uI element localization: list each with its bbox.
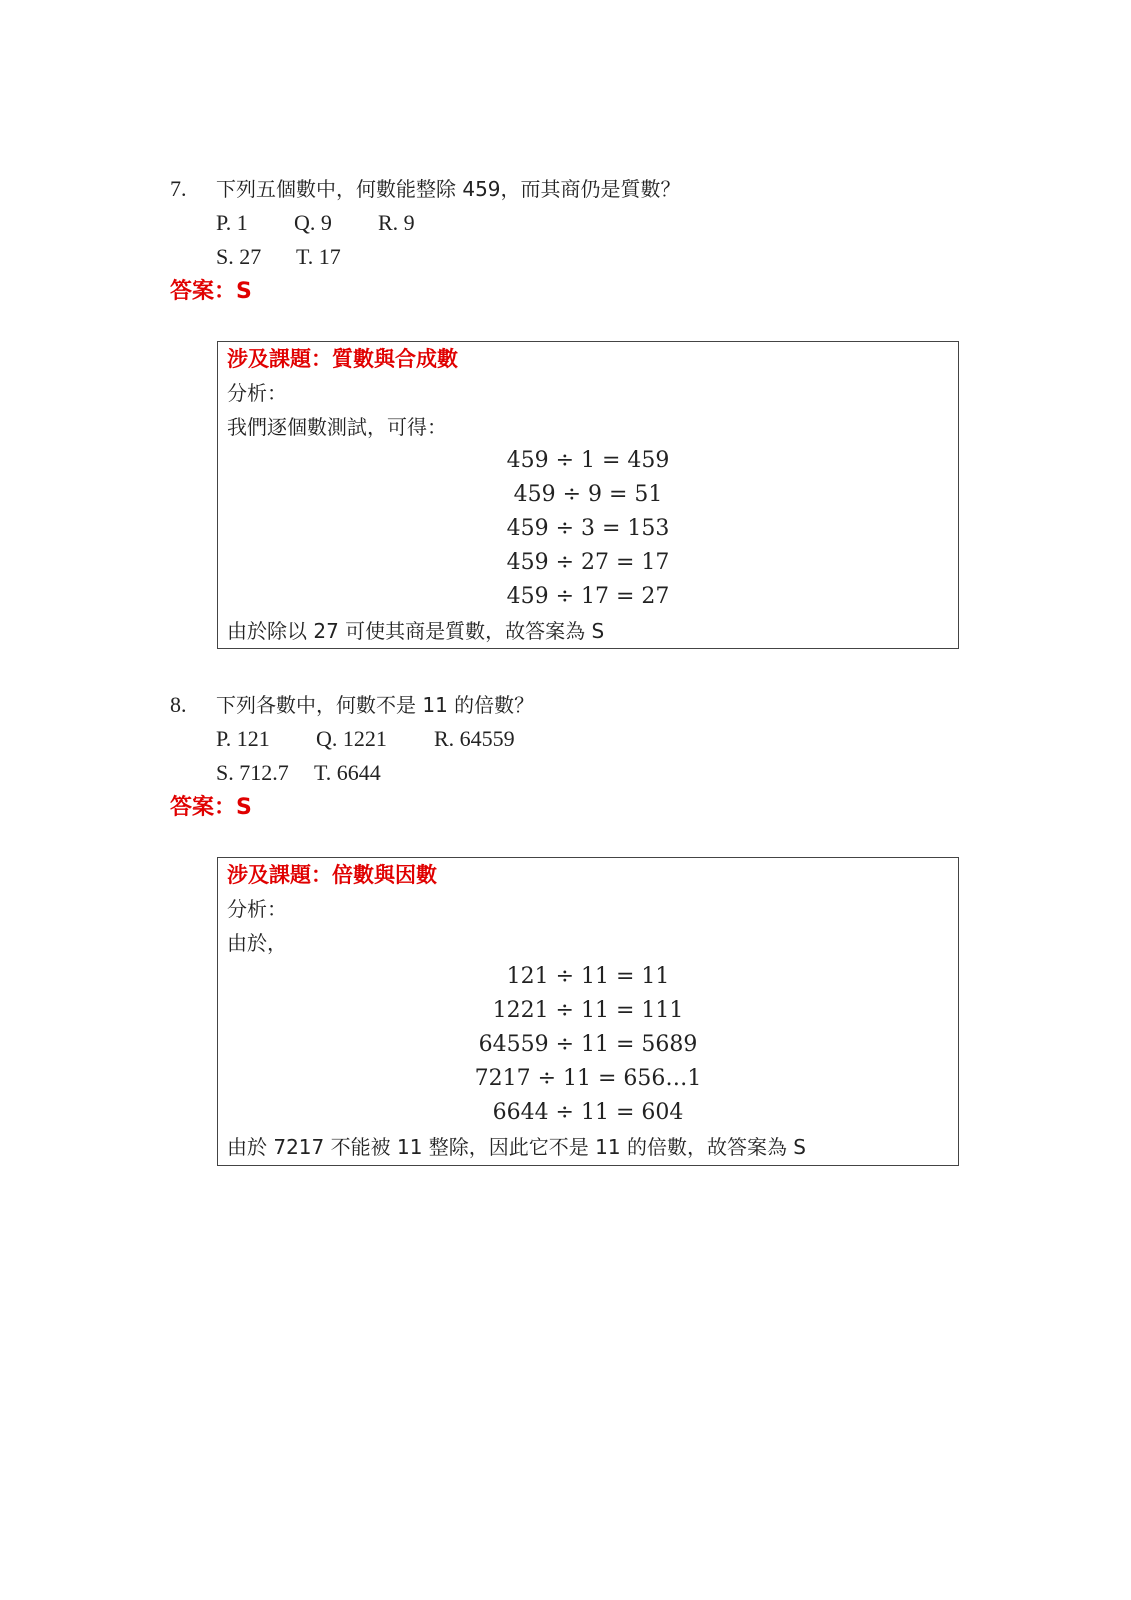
question-8-solution-box [217, 857, 959, 1166]
equation: 7217 ÷ 11 = 656…1 [474, 1066, 702, 1091]
analysis-label: 分析： [227, 381, 287, 405]
question-7-options-row-2 [170, 240, 970, 274]
equation: 459 ÷ 1 = 459 [506, 448, 670, 473]
equation: 121 ÷ 11 = 11 [506, 964, 670, 989]
option-q: Q. 9 [294, 210, 332, 235]
question-8-number: 8. [170, 692, 187, 717]
option-s: S. 27 [216, 244, 262, 269]
question-8-text: 下列各數中，何數不是 11 的倍數？ [216, 693, 535, 717]
equation: 6644 ÷ 11 = 604 [492, 1100, 684, 1125]
option-s: S. 712.7 [216, 760, 289, 785]
option-t: T. 6644 [314, 760, 381, 785]
option-q: Q. 1221 [316, 726, 387, 751]
question-7-solution-box [217, 341, 959, 649]
option-p: P. 121 [216, 726, 270, 751]
question-7-answer: 答案：S [170, 279, 252, 304]
question-7-stem [170, 172, 970, 206]
question-8-answer: 答案：S [170, 795, 252, 820]
equation: 64559 ÷ 11 = 5689 [478, 1032, 698, 1057]
option-r: R. 9 [378, 210, 415, 235]
question-8-options-row-2 [170, 756, 970, 790]
question-8-stem [170, 688, 970, 722]
equation: 459 ÷ 3 = 153 [506, 516, 670, 541]
question-7-text: 下列五個數中，何數能整除 459，而其商仍是質數？ [216, 177, 681, 201]
analysis-intro: 由於， [227, 931, 287, 955]
question-7 [170, 172, 970, 310]
solution-topic: 涉及課題：質數與合成數 [227, 347, 458, 371]
option-t: T. 17 [296, 244, 341, 269]
question-7-options-row-1 [170, 206, 970, 240]
question-8-options-row-1 [170, 722, 970, 756]
equation: 459 ÷ 9 = 51 [513, 482, 663, 507]
question-8 [170, 688, 970, 826]
question-7-number: 7. [170, 176, 187, 201]
solution-topic: 涉及課題：倍數與因數 [227, 863, 437, 887]
analysis-conclusion: 由於除以 27 可使其商是質數，故答案為 S [227, 619, 605, 643]
equation: 1221 ÷ 11 = 111 [492, 998, 684, 1023]
option-r: R. 64559 [434, 726, 515, 751]
analysis-intro: 我們逐個數測試，可得： [227, 415, 447, 439]
analysis-conclusion: 由於 7217 不能被 11 整除，因此它不是 11 的倍數，故答案為 S [227, 1135, 806, 1159]
equation: 459 ÷ 27 = 17 [506, 550, 670, 575]
analysis-label: 分析： [227, 897, 287, 921]
equation: 459 ÷ 17 = 27 [506, 584, 670, 609]
option-p: P. 1 [216, 210, 248, 235]
